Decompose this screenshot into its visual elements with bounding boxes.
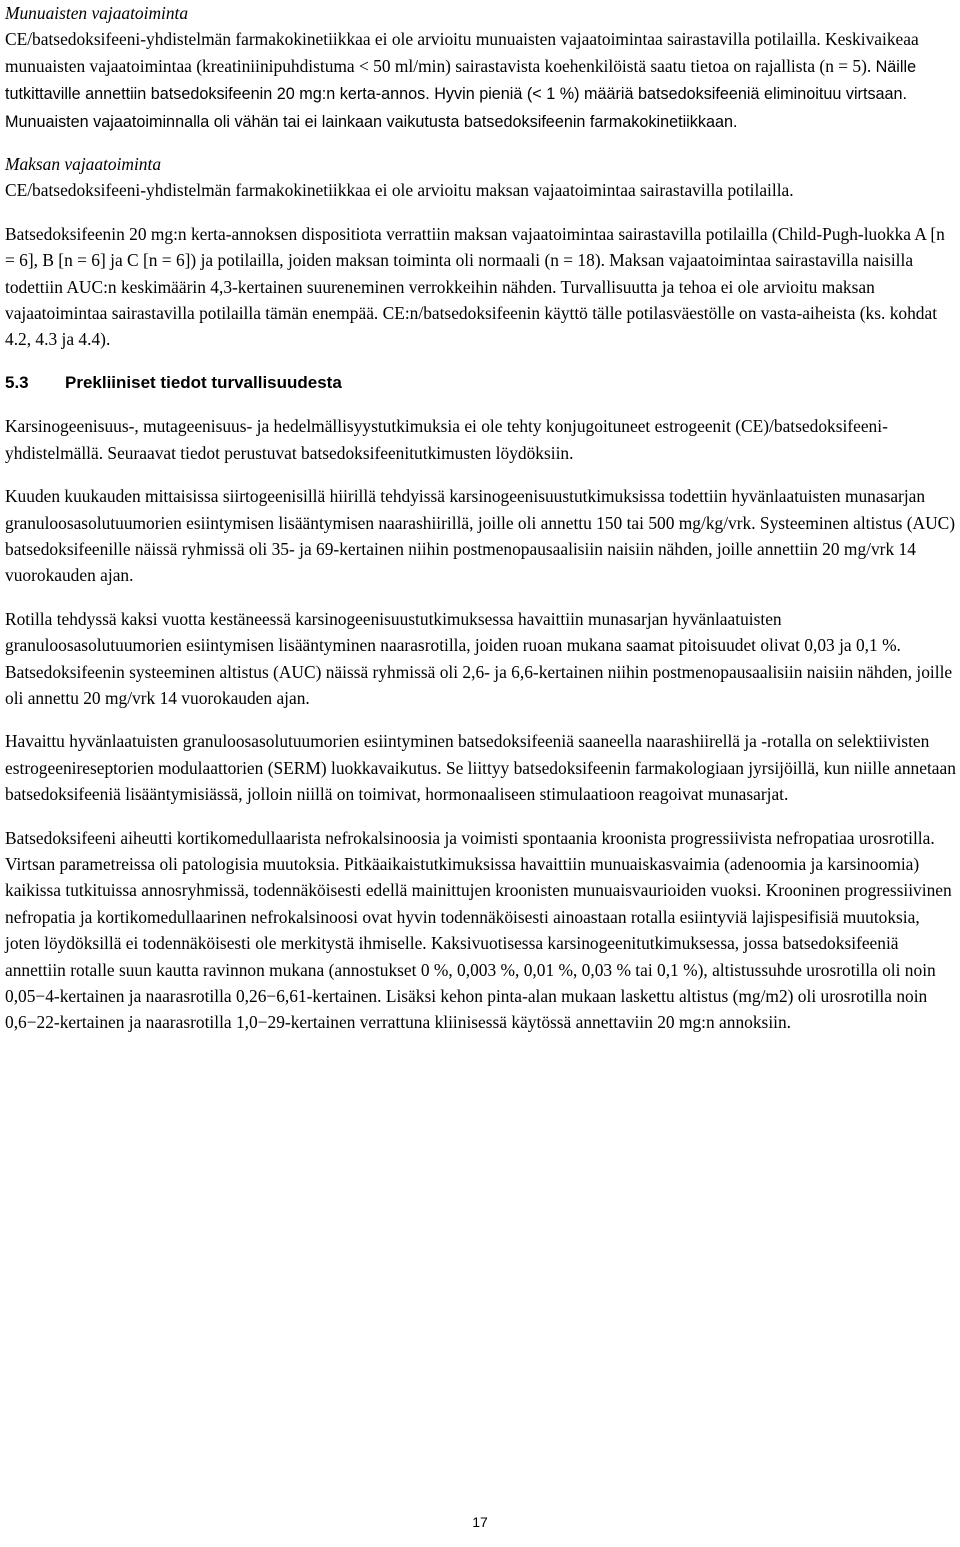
hepatic-impairment-text-1: CE/batsedoksifeeni-yhdistelmän farmakokinetiikkaa ei ole arvioitu maksan vajaatoimintaa sairastavilla potilailla. [5,180,794,201]
page-number: 17 [472,1514,488,1530]
section-heading [5,370,957,396]
hepatic-impairment-text-2: Batsedoksifeenin 20 mg:n kerta-annoksen dispositiota verrattiin maksan vajaatoimintaa sairastavilla potilailla (Child-Pugh-luokka A [n = 6], B [n = 6] ja C [n = 6]) ja potilailla, joiden maksan toiminta oli normaali (n = 18). Maksan vajaatoimintaa sairastavilla naisilla todettiin AUC:n keskimäärin 4,3-kertainen suureneminen verrokkeihin nähden. Turvallisuutta ja tehoa ei ole arvioitu maksan vajaatoimintaa sairastavilla potilailla tämän enempää. CE:n/batsedoksifeenin käyttö tälle potilasväestölle on vasta-aiheista (ks. kohdat 4.2, 4.3 ja 4.4). [5,223,945,350]
paragraph-mouse-study: Kuuden kuukauden mittaisissa siirtogeenisillä hiirillä tehdyissä karsinogeenisuustutkimuksissa todettiin hyvänlaatuisten munasarjan granuloosasolutuumorien esiintymisen lisääntymisen naarashiirillä, joille oli annettu 150 tai 500 mg/kg/vrk. Systeeminen altistus (AUC) batsedoksifeenille näissä ryhmissä oli 35- ja 69-kertainen niihin postmenopausaalisiin naisiin nähden, joille annettiin 20 mg/vrk 14 vuorokauden ajan. [5,486,956,586]
section-title: Prekliiniset tiedot turvallisuudesta [65,372,342,392]
section-number: 5.3 [5,372,29,392]
renal-impairment-heading: Munuaisten vajaatoiminta [5,3,189,23]
document-page [5,0,957,1036]
renal-impairment-text [5,26,957,135]
paragraph-nephropathy: Batsedoksifeeni aiheutti kortikomedullaarista nefrokalsinoosia ja voimisti spontaania kroonista progressiivista nefropatiaa urosrotilla. Virtsan parametreissa oli patologisia muutoksia. Pitkäaikaistutkimuksissa havaittiin munuaiskasvaimia (adenoomia ja karsinoomia) kaikissa tutkituissa annosryhmissä, todennäköisesti edellä mainittujen kroonisten munuaisvaurioiden vuoksi. Krooninen progressiivinen nefropatia ja kortikomedullaarinen nefrokalsinoosi ovat hyvin todennäköisesti ainoastaan rotalla esiintyviä lajispesifisiä muutoksia, joten löydöksillä ei todennäköisesti ole merkitystä ihmiselle. Kaksivuotisessa karsinogeenitutkimuksessa, jossa batsedoksifeeniä annettiin rotalle suun kautta ravinnon mukana (annostukset 0 %, 0,003 %, 0,01 %, 0,03 % tai 0,1 %), altistussuhde urosrotilla oli noin 0,05−4-kertainen ja naarasrotilla 0,26−6,61-kertainen. Lisäksi kehon pinta-alan mukaan laskettu altistus (mg/m2) oli urosrotilla noin 0,6−22-kertainen ja naarasrotilla 1,0−29-kertainen verrattuna kliinisessä käytössä annettaviin 20 mg:n annoksiin. [5,827,952,1033]
renal-text-sans: Näille tutkittaville annettiin batsedoksifeenin 20 mg:n kerta-annos. Hyvin pieniä (< 1 %) määriä batsedoksifeeniä eliminoituu virtsaan. Munuaisten vajaatoiminnalla oli vähän tai ei lainkaan vaikutusta batsedoksifeenin farmakokinetiikkaan. [5,57,917,131]
paragraph-intro: Karsinogeenisuus-, mutageenisuus- ja hedelmällisyystutkimuksia ei ole tehty konjugoituneet estrogeenit (CE)/batsedoksifeeni-yhdistelmällä. Seuraavat tiedot perustuvat batsedoksifeenitutkimusten löydöksiin. [5,416,888,463]
paragraph-rat-study: Rotilla tehdyssä kaksi vuotta kestäneessä karsinogeenisuustutkimuksessa havaittiin munasarjan hyvänlaatuisten granuloosasolutuumorien esiintymisen lisääntyminen naarasrotilla, joiden ruoan mukana saamat pitoisuudet olivat 0,03 ja 0,1 %. Batsedoksifeenin systeeminen altistus (AUC) näissä ryhmissä oli 2,6- ja 6,6-kertainen niihin postmenopausaalisiin naisiin nähden, joille oli annettu 20 mg/vrk 14 vuorokauden ajan. [5,608,953,708]
paragraph-serm-effect: Havaittu hyvänlaatuisten granuloosasolutuumorien esiintyminen batsedoksifeeniä saaneella naarashiirellä ja -rotalla on selektiivisten estrogeenireseptorien modulaattorien (SERM) luokkavaikutus. Se liittyy batsedoksifeenin farmakologiaan jyrsijöillä, kun niille annetaan batsedoksifeeniä lisääntymisiässä, jolloin niillä on toimivat, hormonaaliseen stimulaatioon reagoivat munasarjat. [5,731,956,805]
hepatic-impairment-heading: Maksan vajaatoiminta [5,154,162,175]
renal-text-serif: CE/batsedoksifeeni-yhdistelmän farmakokinetiikkaa ei ole arvioitu munuaisten vajaatoimintaa sairastavilla potilailla. Keskivaikeaa munuaisten vajaatoimintaa (kreatiniinipuhdistuma < 50 ml/min) sairastavista koehenkilöistä saatu tietoa on rajallista (n = 5). [5,29,919,76]
